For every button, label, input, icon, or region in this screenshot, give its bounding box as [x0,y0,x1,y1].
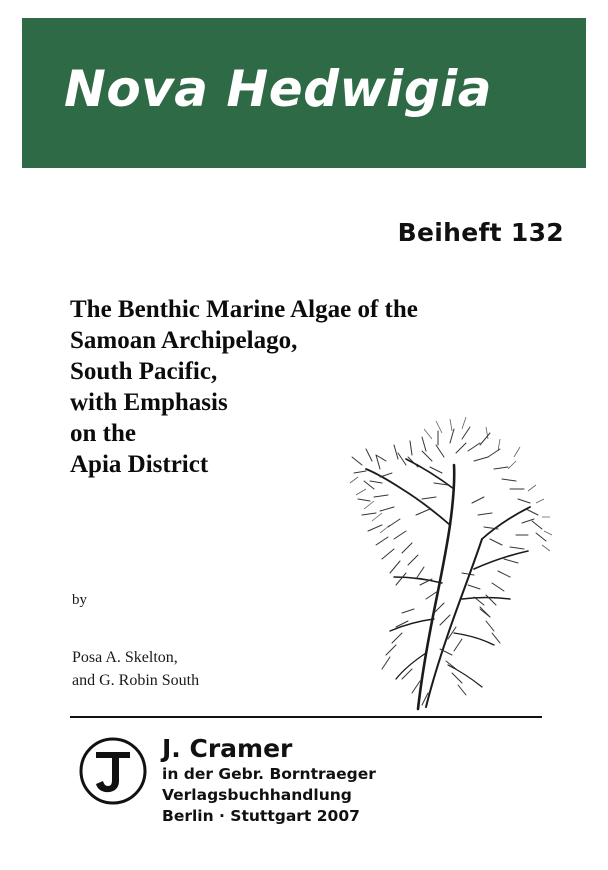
publisher-line-2: in der Gebr. Borntraeger Verlagsbuchhandlung [162,765,376,804]
publisher-name: J. Cramer [162,734,293,763]
journal-masthead-band [22,18,586,168]
by-label: by [72,592,87,608]
title-line-3: South Pacific, [70,358,218,385]
journal-title: Nova Hedwigia [64,60,492,118]
author-list [72,646,199,692]
title-line-6: Apia District [70,451,209,478]
author-line-1: Posa A. Skelton, [72,649,178,666]
horizontal-divider [70,716,542,718]
publisher-line-3: Berlin · Stuttgart 2007 [162,807,360,825]
title-line-4: with Emphasis [70,389,228,416]
title-line-5: on the [70,420,136,447]
author-line-2: and G. Robin South [72,672,200,689]
cover-card [22,18,586,852]
seaweed-illustration [322,373,572,713]
supplement-number: Beiheft 132 [397,218,564,247]
publisher-logo [78,736,148,806]
title-line-1: The Benthic Marine Algae of the [70,296,418,323]
title-line-2: Samoan Archipelago, [70,327,298,354]
publisher-imprint [162,734,542,827]
